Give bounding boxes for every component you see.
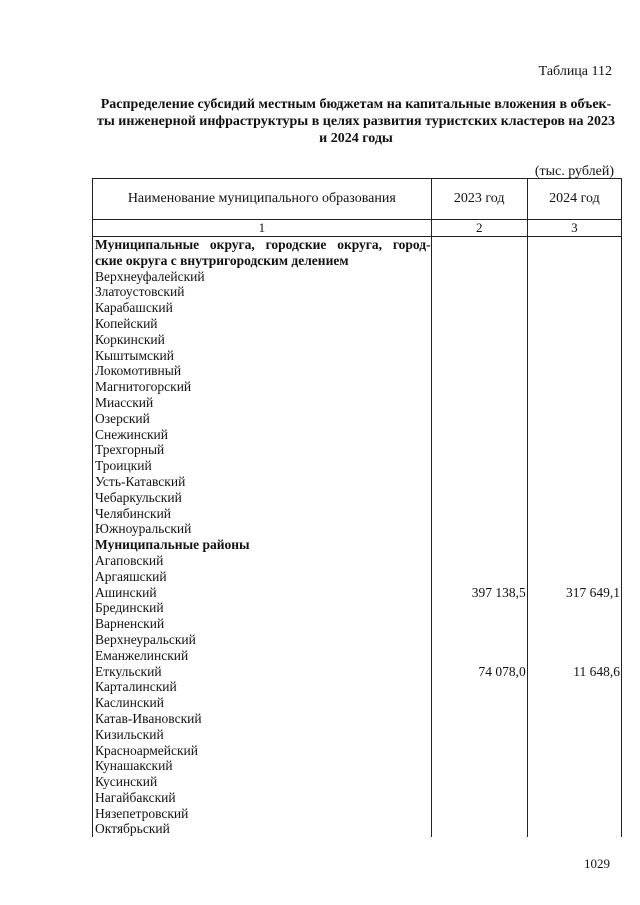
table-row [93,821,622,837]
value-2024 [527,427,621,443]
units-label: (тыс. рублей) [534,164,614,179]
group-heading [93,237,432,269]
value-2023 [431,490,527,506]
table-row [93,758,622,774]
value-2024 [527,806,621,822]
value-2023 [431,727,527,743]
value-2024 [527,458,621,474]
municipality-name: Красноармейский [93,743,432,759]
value-2023 [431,332,527,348]
table-row [93,316,622,332]
value-2024 [527,474,621,490]
column-header-2024: 2024 год [527,179,621,220]
municipality-name: Варненский [93,616,432,632]
table-row [93,664,622,680]
value-2024 [527,711,621,727]
value-2023 [431,600,527,616]
table-row [93,506,622,522]
value-2023 [431,269,527,285]
table-row [93,521,622,537]
table-number: Таблица 112 [538,64,612,79]
value-2024 [527,411,621,427]
municipality-name: Копейский [93,316,432,332]
table-row [93,679,622,695]
municipality-name: Кунашакский [93,758,432,774]
value-2023 [431,316,527,332]
value-2023 [431,553,527,569]
value-2024 [527,774,621,790]
municipality-name: Усть-Катавский [93,474,432,490]
value-2024 [527,442,621,458]
group-heading-line: ские округа с внутригородским делением [95,252,349,268]
table-row [93,743,622,759]
value-2023 [431,474,527,490]
value-2024 [527,348,621,364]
table-row [93,411,622,427]
page-number: 1029 [584,856,610,871]
value-2024 [527,490,621,506]
column-header-name: Наименование муниципального образования [93,179,432,220]
value-2024 [527,743,621,759]
table-row [93,806,622,822]
municipality-name: Карабашский [93,300,432,316]
municipality-name: Троицкий [93,458,432,474]
municipality-name: Кусинский [93,774,432,790]
value-2023 [431,711,527,727]
value-2024 [527,790,621,806]
municipality-name: Кыштымский [93,348,432,364]
table-row [93,711,622,727]
table-row [93,585,622,601]
value-2024 [527,300,621,316]
table-row [93,553,622,569]
municipality-name: Трехгорный [93,442,432,458]
value-2024 [527,395,621,411]
value-2024 [527,269,621,285]
municipality-name: Коркинский [93,332,432,348]
municipality-name: Челябинский [93,506,432,522]
municipality-name: Агаповский [93,553,432,569]
municipality-name: Еманжелинский [93,648,432,664]
value-2024: 11 648,6 [527,664,621,680]
group-heading-row [93,237,622,269]
value-2023 [431,774,527,790]
value-2023 [431,458,527,474]
table-row [93,300,622,316]
table-body [93,237,622,838]
value-2023 [431,743,527,759]
value-2024 [527,727,621,743]
municipality-name: Нагайбакский [93,790,432,806]
municipality-name: Златоустовский [93,284,432,300]
title-line: Распределение субсидий местным бюджетам на капитальные вложения в объек- [100,97,612,112]
municipality-name: Каслинский [93,695,432,711]
table-row [93,600,622,616]
column-number: 3 [527,220,621,237]
title-line: и 2024 годы [319,131,393,146]
value-2023 [431,521,527,537]
column-number-row [93,220,622,237]
title-line: ты инженерной инфраструктуры в целях развития туристских кластеров на 2023 [96,114,616,129]
value-2023: 74 078,0 [431,664,527,680]
subsidies-table [92,178,622,837]
municipality-name: Катав-Ивановский [93,711,432,727]
table-row [93,332,622,348]
table-row [93,774,622,790]
value-2024 [527,553,621,569]
table-header-row [93,179,622,220]
value-2024 [527,521,621,537]
column-number: 1 [93,220,432,237]
value-2023 [431,632,527,648]
value-2024 [527,379,621,395]
municipality-name: Верхнеуфалейский [93,269,432,285]
municipality-name: Брединский [93,600,432,616]
value-2024 [527,569,621,585]
value-2024 [527,632,621,648]
table-row [93,648,622,664]
value-2024 [527,537,621,553]
value-2023 [431,648,527,664]
municipality-name: Миасский [93,395,432,411]
municipality-name: Локомотивный [93,363,432,379]
value-2024 [527,600,621,616]
value-2024 [527,332,621,348]
table-row [93,442,622,458]
value-2023 [431,284,527,300]
table-row [93,269,622,285]
value-2024 [527,648,621,664]
table-row [93,458,622,474]
value-2024 [527,363,621,379]
value-2023 [431,427,527,443]
municipality-name: Кизильский [93,727,432,743]
municipality-name: Аргаяшский [93,569,432,585]
value-2023 [431,348,527,364]
table-row [93,727,622,743]
value-2024 [527,506,621,522]
table-row [93,379,622,395]
table-row [93,537,622,553]
table-row [93,427,622,443]
municipality-name: Чебаркульский [93,490,432,506]
value-2024 [527,679,621,695]
value-2024 [527,316,621,332]
value-2023 [431,395,527,411]
value-2024: 317 649,1 [527,585,621,601]
table-row [93,695,622,711]
municipality-name: Снежинский [93,427,432,443]
table-row [93,490,622,506]
municipality-name: Ашинский [93,585,432,601]
municipality-name: Нязепетровский [93,806,432,822]
table-row [93,616,622,632]
municipality-name: Еткульский [93,664,432,680]
table-row [93,363,622,379]
column-number: 2 [431,220,527,237]
table-row [93,284,622,300]
value-2023 [431,569,527,585]
table-row [93,348,622,364]
municipality-name: Магнитогорский [93,379,432,395]
value-2023 [431,679,527,695]
value-2023 [431,616,527,632]
table-row [93,790,622,806]
value-2023 [431,506,527,522]
table-row [93,395,622,411]
municipality-name: Карталинский [93,679,432,695]
value-2024 [527,821,621,837]
value-2024 [527,284,621,300]
municipality-name: Верхнеуральский [93,632,432,648]
value-2023 [431,363,527,379]
municipality-name: Муниципальные районы [93,537,432,553]
table-title [90,96,622,147]
value-2024 [527,758,621,774]
group-heading-line: Муниципальные округа, городские округа, город- [95,237,431,252]
municipality-name: Октябрьский [93,821,432,837]
value-2023 [431,695,527,711]
value-2023 [431,537,527,553]
table-row [93,632,622,648]
value-2024 [527,695,621,711]
value-2023 [431,379,527,395]
value-2024 [527,616,621,632]
value-2023 [431,442,527,458]
value-2023 [431,300,527,316]
column-header-2023: 2023 год [431,179,527,220]
value-2023 [431,758,527,774]
value-2023 [431,821,527,837]
municipality-name: Озерский [93,411,432,427]
value-2023 [431,411,527,427]
value-2023 [431,790,527,806]
value-2023: 397 138,5 [431,585,527,601]
table-row [93,474,622,490]
municipality-name: Южноуральский [93,521,432,537]
table-row [93,569,622,585]
value-2023 [431,806,527,822]
